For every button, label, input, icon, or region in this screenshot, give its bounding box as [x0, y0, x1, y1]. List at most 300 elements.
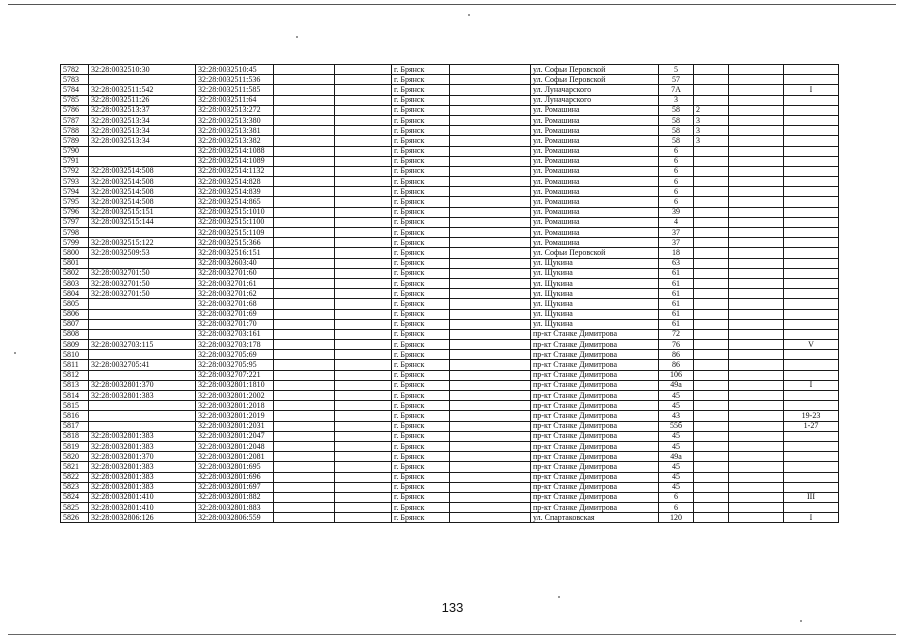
- city-cell: г. Брянск: [392, 309, 450, 319]
- house-number-cell: 39: [659, 207, 694, 217]
- table-row: [61, 217, 839, 227]
- record-number-cell: 5824: [61, 492, 89, 502]
- apartment-cell: [694, 350, 729, 360]
- table-row: [61, 503, 839, 513]
- empty-cell: [729, 258, 784, 268]
- record-number-cell: 5812: [61, 370, 89, 380]
- cadastral-number-cell: 32:28:0032705:69: [196, 350, 274, 360]
- house-number-cell: 61: [659, 299, 694, 309]
- empty-cell: [450, 126, 531, 136]
- apartment-cell: [694, 75, 729, 85]
- previous-cadastral-number-cell: [89, 146, 196, 156]
- city-cell: г. Брянск: [392, 360, 450, 370]
- empty-cell: [335, 217, 392, 227]
- house-number-cell: 45: [659, 431, 694, 441]
- city-cell: г. Брянск: [392, 156, 450, 166]
- previous-cadastral-number-cell: 32:28:0032513:37: [89, 105, 196, 115]
- room-cell: [784, 258, 839, 268]
- previous-cadastral-number-cell: [89, 411, 196, 421]
- record-number-cell: 5806: [61, 309, 89, 319]
- city-cell: г. Брянск: [392, 187, 450, 197]
- house-number-cell: 120: [659, 513, 694, 523]
- city-cell: г. Брянск: [392, 75, 450, 85]
- street-cell: ул. Ромашина: [531, 177, 659, 187]
- previous-cadastral-number-cell: 32:28:0032701:50: [89, 289, 196, 299]
- empty-cell: [450, 462, 531, 472]
- empty-cell: [450, 207, 531, 217]
- cadastral-number-cell: 32:28:0032514:839: [196, 187, 274, 197]
- empty-cell: [729, 411, 784, 421]
- city-cell: г. Брянск: [392, 401, 450, 411]
- empty-cell: [335, 380, 392, 390]
- house-number-cell: 6: [659, 187, 694, 197]
- room-cell: [784, 187, 839, 197]
- table-row: [61, 187, 839, 197]
- street-cell: пр-кт Станке Димитрова: [531, 329, 659, 339]
- house-number-cell: 6: [659, 503, 694, 513]
- room-cell: [784, 452, 839, 462]
- empty-cell: [729, 248, 784, 258]
- record-number-cell: 5783: [61, 75, 89, 85]
- empty-cell: [274, 228, 335, 238]
- room-cell: [784, 126, 839, 136]
- cadastral-number-cell: 32:28:0032514:1089: [196, 156, 274, 166]
- empty-cell: [335, 75, 392, 85]
- empty-cell: [335, 126, 392, 136]
- cadastral-number-cell: 32:28:0032801:2048: [196, 441, 274, 451]
- city-cell: г. Брянск: [392, 228, 450, 238]
- empty-cell: [274, 441, 335, 451]
- street-cell: ул. Щукина: [531, 258, 659, 268]
- street-cell: пр-кт Станке Димитрова: [531, 452, 659, 462]
- cadastral-number-cell: 32:28:0032513:382: [196, 136, 274, 146]
- empty-cell: [450, 258, 531, 268]
- city-cell: г. Брянск: [392, 452, 450, 462]
- city-cell: г. Брянск: [392, 126, 450, 136]
- empty-cell: [450, 289, 531, 299]
- empty-cell: [729, 299, 784, 309]
- record-number-cell: 5813: [61, 380, 89, 390]
- record-number-cell: 5820: [61, 452, 89, 462]
- empty-cell: [729, 177, 784, 187]
- empty-cell: [335, 177, 392, 187]
- room-cell: [784, 289, 839, 299]
- house-number-cell: 45: [659, 441, 694, 451]
- house-number-cell: 63: [659, 258, 694, 268]
- room-cell: [784, 217, 839, 227]
- empty-cell: [729, 472, 784, 482]
- empty-cell: [335, 340, 392, 350]
- city-cell: г. Брянск: [392, 411, 450, 421]
- empty-cell: [335, 65, 392, 75]
- empty-cell: [274, 136, 335, 146]
- empty-cell: [450, 431, 531, 441]
- empty-cell: [729, 136, 784, 146]
- previous-cadastral-number-cell: 32:28:0032701:50: [89, 268, 196, 278]
- empty-cell: [729, 217, 784, 227]
- empty-cell: [729, 238, 784, 248]
- empty-cell: [450, 452, 531, 462]
- apartment-cell: [694, 391, 729, 401]
- empty-cell: [335, 299, 392, 309]
- empty-cell: [450, 309, 531, 319]
- empty-cell: [450, 472, 531, 482]
- cadastral-number-cell: 32:28:0032514:865: [196, 197, 274, 207]
- table-row: [61, 441, 839, 451]
- city-cell: г. Брянск: [392, 319, 450, 329]
- empty-cell: [335, 513, 392, 523]
- apartment-cell: [694, 248, 729, 258]
- room-cell: I: [784, 513, 839, 523]
- street-cell: ул. Щукина: [531, 299, 659, 309]
- house-number-cell: 43: [659, 411, 694, 421]
- empty-cell: [274, 309, 335, 319]
- empty-cell: [274, 462, 335, 472]
- record-number-cell: 5822: [61, 472, 89, 482]
- apartment-cell: [694, 431, 729, 441]
- empty-cell: [274, 177, 335, 187]
- record-number-cell: 5808: [61, 329, 89, 339]
- empty-cell: [729, 513, 784, 523]
- previous-cadastral-number-cell: 32:28:0032514:508: [89, 197, 196, 207]
- house-number-cell: 45: [659, 482, 694, 492]
- apartment-cell: [694, 360, 729, 370]
- empty-cell: [729, 75, 784, 85]
- previous-cadastral-number-cell: [89, 258, 196, 268]
- house-number-cell: 3: [659, 95, 694, 105]
- record-number-cell: 5803: [61, 278, 89, 288]
- apartment-cell: [694, 452, 729, 462]
- empty-cell: [729, 146, 784, 156]
- empty-cell: [450, 115, 531, 125]
- house-number-cell: 86: [659, 350, 694, 360]
- empty-cell: [729, 452, 784, 462]
- city-cell: г. Брянск: [392, 503, 450, 513]
- city-cell: г. Брянск: [392, 146, 450, 156]
- street-cell: ул. Ромашина: [531, 146, 659, 156]
- street-cell: пр-кт Станке Димитрова: [531, 350, 659, 360]
- room-cell: [784, 248, 839, 258]
- previous-cadastral-number-cell: 32:28:0032513:34: [89, 115, 196, 125]
- room-cell: [784, 75, 839, 85]
- empty-cell: [450, 268, 531, 278]
- cadastral-number-cell: 32:28:0032801:696: [196, 472, 274, 482]
- street-cell: пр-кт Станке Димитрова: [531, 401, 659, 411]
- street-cell: ул. Софьи Перовской: [531, 65, 659, 75]
- city-cell: г. Брянск: [392, 105, 450, 115]
- street-cell: ул. Ромашина: [531, 238, 659, 248]
- city-cell: г. Брянск: [392, 431, 450, 441]
- cadastral-number-cell: 32:28:0032515:1109: [196, 228, 274, 238]
- room-cell: [784, 299, 839, 309]
- previous-cadastral-number-cell: [89, 350, 196, 360]
- cadastral-number-cell: 32:28:0032701:70: [196, 319, 274, 329]
- apartment-cell: [694, 319, 729, 329]
- room-cell: I: [784, 380, 839, 390]
- city-cell: г. Брянск: [392, 95, 450, 105]
- record-number-cell: 5790: [61, 146, 89, 156]
- previous-cadastral-number-cell: 32:28:0032514:508: [89, 166, 196, 176]
- empty-cell: [274, 380, 335, 390]
- previous-cadastral-number-cell: 32:28:0032801:370: [89, 380, 196, 390]
- registry-table: [60, 64, 839, 523]
- cadastral-number-cell: 32:28:0032513:381: [196, 126, 274, 136]
- room-cell: [784, 472, 839, 482]
- apartment-cell: [694, 513, 729, 523]
- scan-speck: [296, 36, 298, 38]
- apartment-cell: [694, 482, 729, 492]
- table-row: [61, 360, 839, 370]
- table-row: [61, 452, 839, 462]
- empty-cell: [274, 452, 335, 462]
- cadastral-number-cell: 32:28:0032801:2018: [196, 401, 274, 411]
- room-cell: [784, 319, 839, 329]
- cadastral-number-cell: 32:28:0032801:2047: [196, 431, 274, 441]
- empty-cell: [450, 370, 531, 380]
- empty-cell: [274, 105, 335, 115]
- empty-cell: [729, 360, 784, 370]
- cadastral-number-cell: 32:28:0032801:2002: [196, 391, 274, 401]
- empty-cell: [450, 197, 531, 207]
- previous-cadastral-number-cell: 32:28:0032801:370: [89, 452, 196, 462]
- table-row: [61, 85, 839, 95]
- record-number-cell: 5791: [61, 156, 89, 166]
- room-cell: [784, 95, 839, 105]
- table-row: [61, 391, 839, 401]
- empty-cell: [274, 248, 335, 258]
- previous-cadastral-number-cell: [89, 319, 196, 329]
- record-number-cell: 5784: [61, 85, 89, 95]
- empty-cell: [729, 462, 784, 472]
- street-cell: пр-кт Станке Димитрова: [531, 360, 659, 370]
- record-number-cell: 5814: [61, 391, 89, 401]
- apartment-cell: [694, 177, 729, 187]
- city-cell: г. Брянск: [392, 289, 450, 299]
- empty-cell: [274, 492, 335, 502]
- previous-cadastral-number-cell: [89, 329, 196, 339]
- empty-cell: [335, 492, 392, 502]
- street-cell: пр-кт Станке Димитрова: [531, 380, 659, 390]
- record-number-cell: 5797: [61, 217, 89, 227]
- cadastral-number-cell: 32:28:0032701:60: [196, 268, 274, 278]
- cadastral-number-cell: 32:28:0032516:151: [196, 248, 274, 258]
- city-cell: г. Брянск: [392, 238, 450, 248]
- apartment-cell: [694, 370, 729, 380]
- empty-cell: [450, 340, 531, 350]
- city-cell: г. Брянск: [392, 462, 450, 472]
- street-cell: ул. Луначарского: [531, 95, 659, 105]
- city-cell: г. Брянск: [392, 482, 450, 492]
- previous-cadastral-number-cell: [89, 299, 196, 309]
- house-number-cell: 76: [659, 340, 694, 350]
- apartment-cell: [694, 299, 729, 309]
- apartment-cell: 2: [694, 105, 729, 115]
- empty-cell: [335, 207, 392, 217]
- apartment-cell: [694, 421, 729, 431]
- house-number-cell: 7А: [659, 85, 694, 95]
- apartment-cell: 3: [694, 136, 729, 146]
- empty-cell: [274, 503, 335, 513]
- empty-cell: [729, 156, 784, 166]
- table-row: [61, 126, 839, 136]
- apartment-cell: [694, 166, 729, 176]
- table-row: [61, 340, 839, 350]
- empty-cell: [450, 248, 531, 258]
- table-row: [61, 105, 839, 115]
- city-cell: г. Брянск: [392, 278, 450, 288]
- empty-cell: [274, 278, 335, 288]
- city-cell: г. Брянск: [392, 136, 450, 146]
- empty-cell: [450, 319, 531, 329]
- cadastral-number-cell: 32:28:0032801:2031: [196, 421, 274, 431]
- room-cell: [784, 65, 839, 75]
- cadastral-number-cell: 32:28:0032511:64: [196, 95, 274, 105]
- room-cell: [784, 115, 839, 125]
- city-cell: г. Брянск: [392, 258, 450, 268]
- previous-cadastral-number-cell: [89, 156, 196, 166]
- room-cell: [784, 146, 839, 156]
- record-number-cell: 5801: [61, 258, 89, 268]
- empty-cell: [274, 258, 335, 268]
- room-cell: [784, 431, 839, 441]
- apartment-cell: [694, 95, 729, 105]
- house-number-cell: 5: [659, 65, 694, 75]
- empty-cell: [335, 350, 392, 360]
- room-cell: 1-27: [784, 421, 839, 431]
- room-cell: [784, 370, 839, 380]
- scan-speck: [468, 14, 470, 16]
- empty-cell: [729, 431, 784, 441]
- empty-cell: [335, 462, 392, 472]
- empty-cell: [335, 136, 392, 146]
- room-cell: [784, 136, 839, 146]
- table-row: [61, 65, 839, 75]
- room-cell: [784, 166, 839, 176]
- house-number-cell: 58: [659, 105, 694, 115]
- previous-cadastral-number-cell: 32:28:0032515:151: [89, 207, 196, 217]
- empty-cell: [450, 482, 531, 492]
- empty-cell: [729, 482, 784, 492]
- city-cell: г. Брянск: [392, 268, 450, 278]
- table-row: [61, 431, 839, 441]
- city-cell: г. Брянск: [392, 115, 450, 125]
- empty-cell: [450, 105, 531, 115]
- empty-cell: [274, 115, 335, 125]
- empty-cell: [335, 441, 392, 451]
- empty-cell: [729, 370, 784, 380]
- room-cell: 19-23: [784, 411, 839, 421]
- empty-cell: [450, 401, 531, 411]
- empty-cell: [450, 391, 531, 401]
- house-number-cell: 55б: [659, 421, 694, 431]
- street-cell: пр-кт Станке Димитрова: [531, 370, 659, 380]
- previous-cadastral-number-cell: 32:28:0032509:53: [89, 248, 196, 258]
- previous-cadastral-number-cell: 32:28:0032801:383: [89, 482, 196, 492]
- city-cell: г. Брянск: [392, 370, 450, 380]
- room-cell: [784, 329, 839, 339]
- empty-cell: [450, 411, 531, 421]
- city-cell: г. Брянск: [392, 217, 450, 227]
- empty-cell: [729, 289, 784, 299]
- empty-cell: [450, 65, 531, 75]
- scan-speck: [800, 620, 802, 622]
- record-number-cell: 5826: [61, 513, 89, 523]
- record-number-cell: 5787: [61, 115, 89, 125]
- empty-cell: [274, 411, 335, 421]
- empty-cell: [729, 350, 784, 360]
- top-scan-rule: [8, 4, 896, 5]
- record-number-cell: 5819: [61, 441, 89, 451]
- house-number-cell: 49а: [659, 380, 694, 390]
- street-cell: ул. Ромашина: [531, 217, 659, 227]
- empty-cell: [450, 360, 531, 370]
- previous-cadastral-number-cell: 32:28:0032801:383: [89, 391, 196, 401]
- previous-cadastral-number-cell: [89, 421, 196, 431]
- empty-cell: [450, 278, 531, 288]
- apartment-cell: [694, 411, 729, 421]
- house-number-cell: 61: [659, 289, 694, 299]
- apartment-cell: 3: [694, 126, 729, 136]
- apartment-cell: [694, 380, 729, 390]
- previous-cadastral-number-cell: 32:28:0032515:144: [89, 217, 196, 227]
- cadastral-number-cell: 32:28:0032806:559: [196, 513, 274, 523]
- house-number-cell: 57: [659, 75, 694, 85]
- cadastral-number-cell: 32:28:0032801:695: [196, 462, 274, 472]
- cadastral-number-cell: 32:28:0032701:69: [196, 309, 274, 319]
- empty-cell: [274, 513, 335, 523]
- city-cell: г. Брянск: [392, 248, 450, 258]
- empty-cell: [274, 472, 335, 482]
- city-cell: г. Брянск: [392, 391, 450, 401]
- house-number-cell: 6: [659, 166, 694, 176]
- city-cell: г. Брянск: [392, 197, 450, 207]
- empty-cell: [274, 391, 335, 401]
- empty-cell: [274, 289, 335, 299]
- street-cell: ул. Спартаковская: [531, 513, 659, 523]
- record-number-cell: 5818: [61, 431, 89, 441]
- empty-cell: [274, 75, 335, 85]
- previous-cadastral-number-cell: [89, 309, 196, 319]
- empty-cell: [335, 309, 392, 319]
- table-row: [61, 136, 839, 146]
- room-cell: [784, 350, 839, 360]
- cadastral-number-cell: 32:28:0032703:178: [196, 340, 274, 350]
- empty-cell: [335, 146, 392, 156]
- table-row: [61, 319, 839, 329]
- apartment-cell: [694, 472, 729, 482]
- empty-cell: [274, 431, 335, 441]
- house-number-cell: 58: [659, 136, 694, 146]
- table-row: [61, 258, 839, 268]
- house-number-cell: 45: [659, 462, 694, 472]
- apartment-cell: [694, 340, 729, 350]
- previous-cadastral-number-cell: [89, 370, 196, 380]
- empty-cell: [450, 238, 531, 248]
- empty-cell: [335, 472, 392, 482]
- empty-cell: [729, 126, 784, 136]
- cadastral-number-cell: 32:28:0032514:1132: [196, 166, 274, 176]
- record-number-cell: 5800: [61, 248, 89, 258]
- previous-cadastral-number-cell: 32:28:0032511:26: [89, 95, 196, 105]
- room-cell: V: [784, 340, 839, 350]
- room-cell: III: [784, 492, 839, 502]
- street-cell: пр-кт Станке Димитрова: [531, 462, 659, 472]
- table-row: [61, 95, 839, 105]
- empty-cell: [274, 319, 335, 329]
- empty-cell: [450, 492, 531, 502]
- empty-cell: [450, 75, 531, 85]
- empty-cell: [450, 136, 531, 146]
